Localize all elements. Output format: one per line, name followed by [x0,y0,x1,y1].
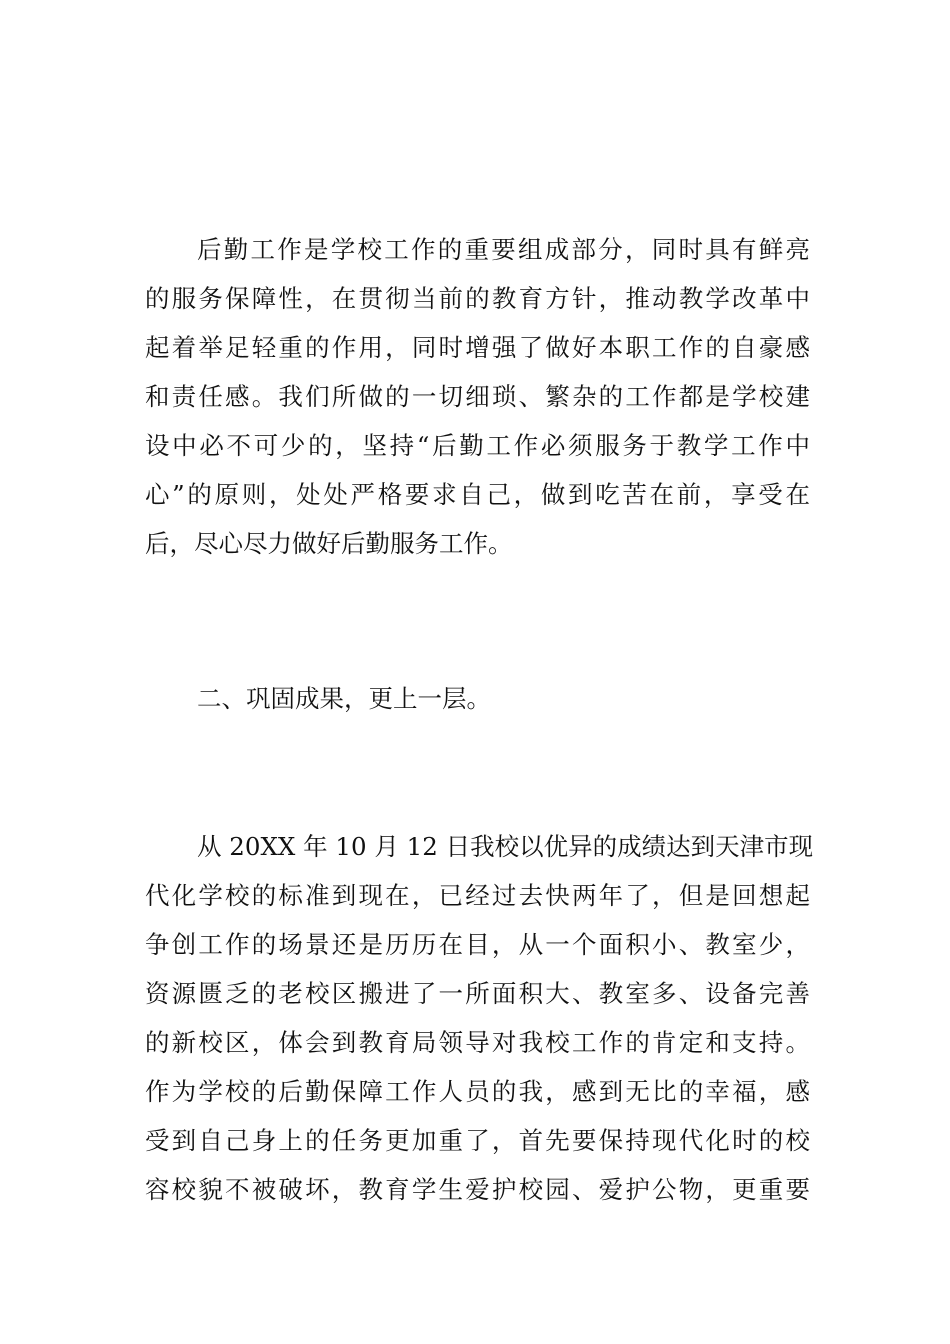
paragraph-line: 作为学校的后勤保障工作人员的我，感到无比的幸福，感 [145,1077,810,1106]
paragraph-line: 设中必不可少的，坚持“后勤工作必须服务于教学工作中 [145,431,810,460]
paragraph-line: 的服务保障性，在贯彻当前的教育方针，推动教学改革中 [145,284,810,313]
paragraph-line: 起着举足轻重的作用，同时增强了做好本职工作的自豪感 [145,333,810,362]
section-heading: 二、巩固成果，更上一层。 [197,684,491,713]
paragraph-line: 容校貌不被破坏，教育学生爱护校园、爱护公物，更重要 [145,1175,810,1204]
paragraph-line: 代化学校的标准到现在，已经过去快两年了，但是回想起 [145,881,810,910]
paragraph-consolidate-results [145,822,814,1214]
paragraph-line: 从 20XX 年 10 月 12 日我校以优异的成绩达到天津市现 [197,832,814,861]
paragraph-line: 争创工作的场景还是历历在目，从一个面积小、教室少， [145,930,810,959]
paragraph-line: 心”的原则，处处严格要求自己，做到吃苦在前，享受在 [145,480,810,509]
paragraph-line: 后，尽心尽力做好后勤服务工作。 [145,529,513,558]
paragraph-logistics-intro [145,225,810,568]
paragraph-line: 资源匮乏的老校区搬进了一所面积大、教室多、设备完善 [145,979,810,1008]
paragraph-line: 的新校区，体会到教育局领导对我校工作的肯定和支持。 [145,1028,810,1057]
paragraph-line: 受到自己身上的任务更加重了，首先要保持现代化时的校 [145,1126,810,1155]
paragraph-line: 后勤工作是学校工作的重要组成部分，同时具有鲜亮 [197,235,810,264]
paragraph-line: 和责任感。我们所做的一切细琐、繁杂的工作都是学校建 [145,382,810,411]
